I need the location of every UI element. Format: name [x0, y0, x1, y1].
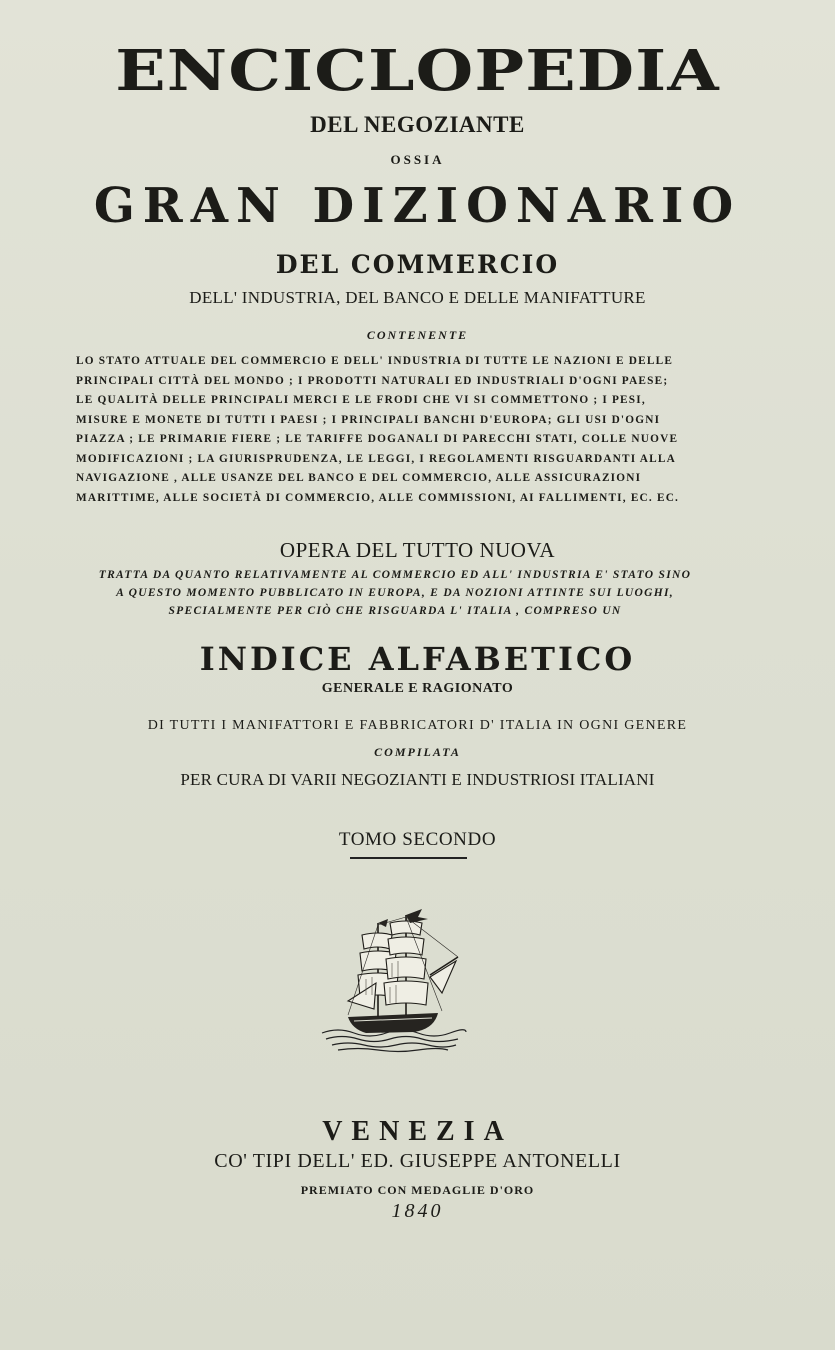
description-line: NAVIGAZIONE , ALLE USANZE DEL BANCO E DEL COMMERCIO, ALLE ASSICURAZIONI	[76, 472, 642, 484]
divider-rule	[350, 857, 467, 859]
subtitle-negoziante: DEL NEGOZIANTE	[310, 112, 525, 137]
ship-vignette-icon	[318, 905, 468, 1055]
tratta-line: TRATTA DA QUANTO RELATIVAMENTE AL COMMERCIO ED ALL' INDUSTRIA E' STATO SINO	[98, 569, 692, 581]
imprint-year: 1840	[391, 1200, 444, 1222]
description-line: PIAZZA ; LE PRIMARIE FIERE ; LE TARIFFE DOGANALI DI PARECCHI STATI, COLLE NUOVE	[76, 433, 679, 445]
tratta-line: A QUESTO MOMENTO PUBBLICATO IN EUROPA, E DA NOZIONI ATTINTE SUI LUOGHI,	[116, 587, 674, 599]
imprint-award: PREMIATO CON MEDAGLIE D'ORO	[300, 1183, 535, 1197]
gran-dizionario-title: GRAN DIZIONARIO	[93, 178, 742, 234]
description-line: MISURE E MONETE DI TUTTI I PAESI ; I PRINCIPALI BANCHI D'EUROPA; GLI USI D'OGNI	[76, 413, 661, 426]
industria-subtitle: DELL' INDUSTRIA, DEL BANCO E DELLE MANIFATTURE	[189, 288, 646, 307]
description-line: LO STATO ATTUALE DEL COMMERCIO E DELL' INDUSTRIA DI TUTTE LE NAZIONI E DELLE	[76, 355, 674, 367]
description-line: MARITTIME, ALLE SOCIETÀ DI COMMERCIO, ALLE COMMISSIONI, AI FALLIMENTI, EC. EC.	[76, 491, 680, 504]
description-line: LE QUALITÀ DELLE PRINCIPALI MERCI E LE FRODI CHE VI SI COMMETTONO ; I PESI,	[76, 394, 646, 406]
manifattori-line: DI TUTTI I MANIFATTORI E FABBRICATORI D' ITALIA IN OGNI GENERE	[147, 718, 688, 733]
volume-label: TOMO SECONDO	[338, 829, 497, 850]
ossia-label: OSSIA	[390, 152, 445, 167]
description-line: MODIFICAZIONI ; LA GIURISPRUDENZA, LE LEGGI, I REGOLAMENTI RISGUARDANTI ALLA	[76, 452, 676, 465]
main-title: ENCICLOPEDIA	[115, 38, 720, 104]
contenente-label: CONTENENTE	[366, 328, 469, 342]
tratta-line: SPECIALMENTE PER CIÒ CHE RISGUARDA L' ITALIA , COMPRESO UN	[168, 605, 622, 617]
imprint-printer: CO' TIPI DELL' ED. GIUSEPPE ANTONELLI	[214, 1150, 621, 1172]
imprint-city: VENEZIA	[322, 1116, 513, 1147]
contents-description	[76, 352, 692, 508]
opera-heading: OPERA DEL TUTTO NUOVA	[279, 538, 556, 562]
tratta-description	[70, 566, 720, 620]
per-cura-line: PER CURA DI VARII NEGOZIANTI E INDUSTRIOSI ITALIANI	[180, 770, 655, 789]
commercio-subtitle: DEL COMMERCIO	[275, 250, 560, 279]
generale-subheading: GENERALE E RAGIONATO	[321, 681, 514, 696]
compilata-label: COMPILATA	[374, 745, 461, 759]
description-line: PRINCIPALI CITTÀ DEL MONDO ; I PRODOTTI NATURALI ED INDUSTRIALI D'OGNI PAESE;	[76, 374, 669, 387]
indice-heading: INDICE ALFABETICO	[199, 640, 636, 678]
